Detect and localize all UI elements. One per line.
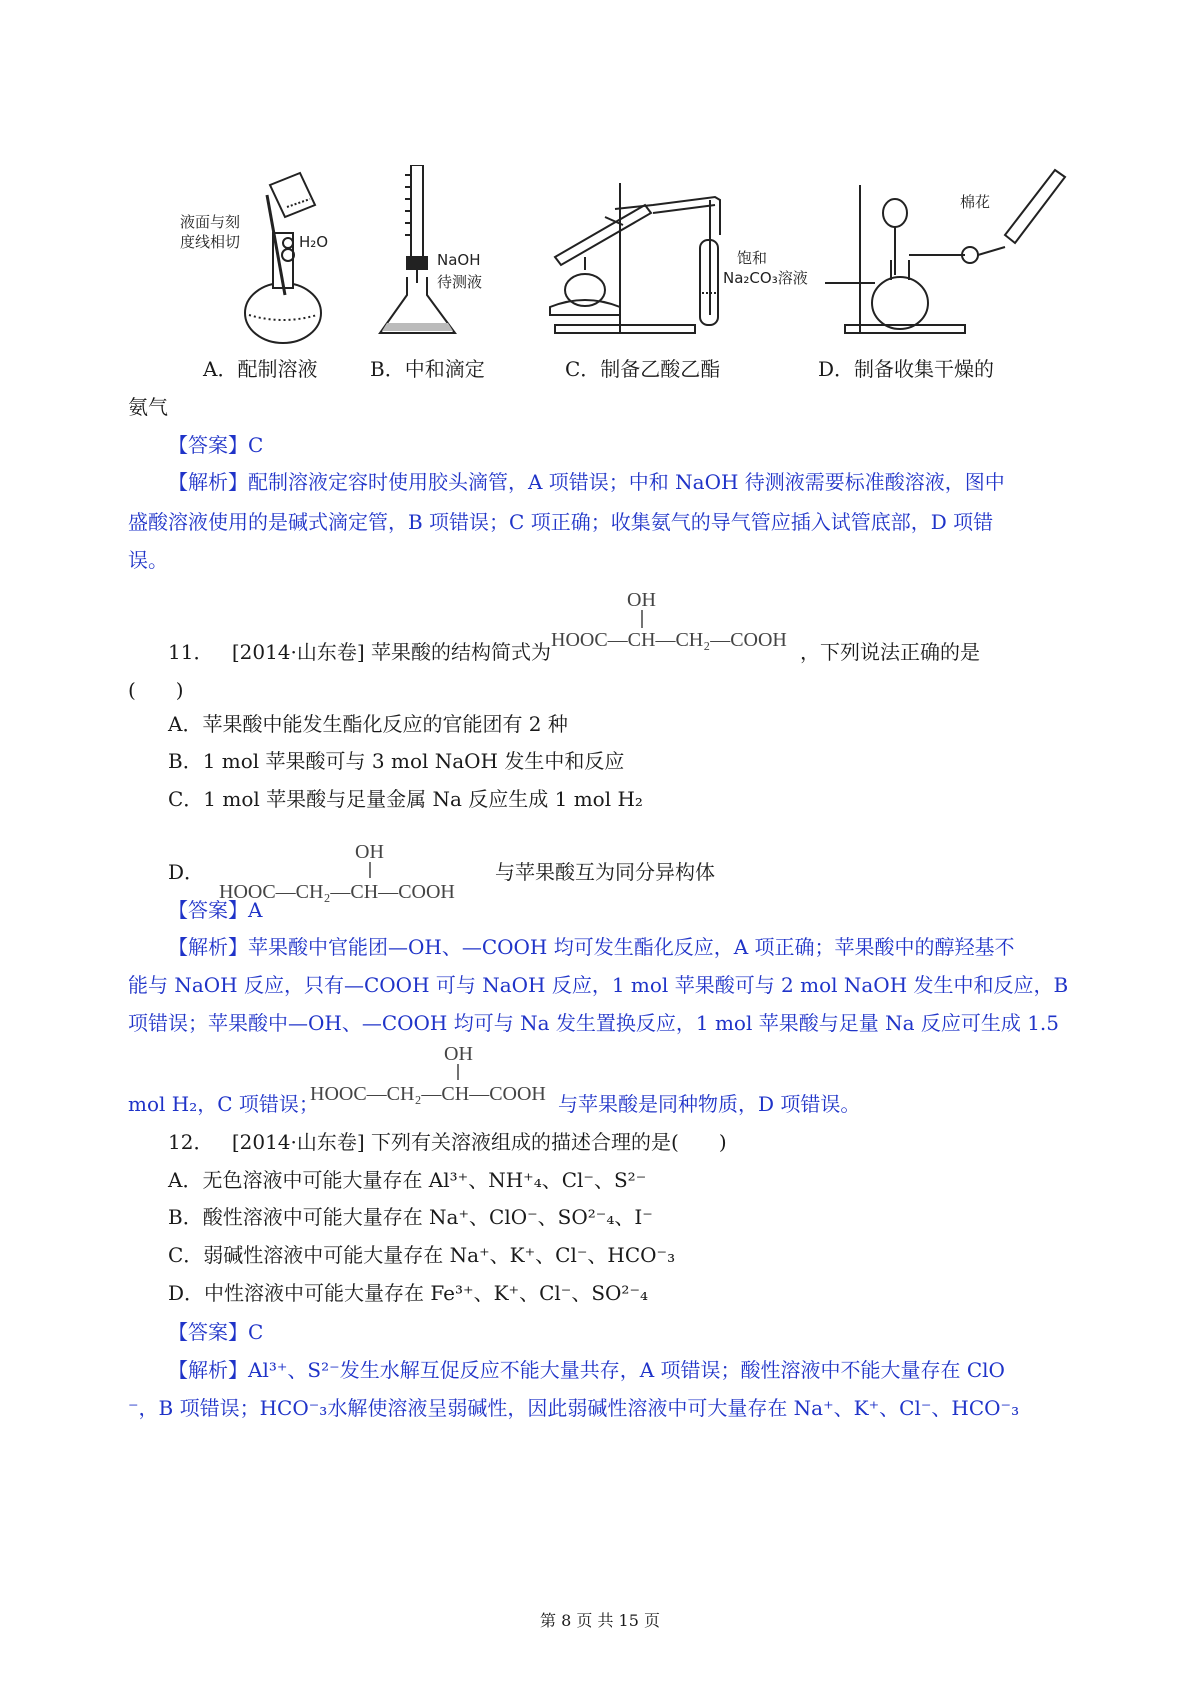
q11-paren: ( ) <box>128 678 184 702</box>
q11-option-a: A．苹果酸中能发生酯化反应的官能团有 2 种 <box>168 712 568 736</box>
q11-option-d-label: D． <box>168 860 205 884</box>
q10-analysis-line-1 <box>168 468 1005 496</box>
q11-d-structure-chain: HOOC—CH₂—CH—COOH <box>219 881 455 903</box>
q11-analysis-structure <box>306 1040 562 1110</box>
q11-analysis-line-1 <box>168 933 1015 961</box>
q11-option-c: C．1 mol 苹果酸与足量金属 Na 反应生成 1 mol H₂ <box>168 787 643 811</box>
q11-analysis-line-3: 项错误；苹果酸中—OH、—COOH 均可与 Na 发生置换反应，1 mol 苹果酸与足量 Na 反应可生成 1.5 <box>128 1011 1060 1035</box>
q11-analysis-line-4-post: 与苹果酸是同种物质，D 项错误。 <box>558 1092 861 1116</box>
q10-analysis-line-3: 误。 <box>128 548 168 572</box>
q11-answer-value: A <box>248 898 263 922</box>
figure-b-label-1: NaOH <box>437 251 481 269</box>
figure-b-label-2: 待测液 <box>437 273 483 291</box>
page-footer: 第 8 页 共 15 页 <box>540 1611 660 1630</box>
q12-answer <box>168 1318 263 1346</box>
q11-structure-chain: HOOC—CH—CH₂—COOH <box>551 629 787 651</box>
figure-d-label: 棉花 <box>960 193 991 211</box>
q12-option-d: D．中性溶液中可能大量存在 Fe³⁺、K⁺、Cl⁻、SO²⁻₄ <box>168 1281 649 1305</box>
q11-source: [2014·山东卷] <box>231 640 365 664</box>
caption-d: D．制备收集干燥的 <box>818 357 995 381</box>
q11-answer-tag: 【答案】 <box>168 898 248 922</box>
q11-d-structure-oh: OH <box>355 841 384 863</box>
q10-answer <box>168 431 263 459</box>
q11-stem-pre: 苹果酸的结构简式为 <box>371 640 552 664</box>
q12-number: 12． <box>168 1130 214 1154</box>
caption-d-continued: 氨气 <box>128 395 168 419</box>
q11-analysis-text-1: 苹果酸中官能团—OH、—COOH 均可发生酯化反应，A 项正确；苹果酸中的醇羟基不 <box>248 935 1015 959</box>
figure-c-label-1: 饱和 <box>737 249 768 267</box>
q12-analysis-line-2: ⁻，B 项错误；HCO⁻₃水解使溶液呈弱碱性，因此弱碱性溶液中可大量存在 Na⁺、K⁺、Cl⁻、HCO⁻₃ <box>128 1396 1020 1420</box>
caption-a: A．配制溶液 <box>203 357 318 381</box>
q12-stem-text: 下列有关溶液组成的描述合理的是( ) <box>371 1130 727 1154</box>
figure-c-label-2: Na₂CO₃溶液 <box>723 269 808 287</box>
q10-analysis-line-2: 盛酸溶液使用的是碱式滴定管，B 项错误；C 项正确；收集氨气的导气管应插入试管底部，D 项错 <box>128 510 994 534</box>
q12-source: [2014·山东卷] <box>231 1130 365 1154</box>
figure-a-label-2: 度线相切 <box>180 233 241 251</box>
q11-analysis-tag: 【解析】 <box>168 935 248 959</box>
caption-b: B．中和滴定 <box>370 357 485 381</box>
q11-structure-oh: OH <box>627 589 656 611</box>
q11-option-b: B．1 mol 苹果酸可与 3 mol NaOH 发生中和反应 <box>168 749 625 773</box>
q10-analysis-tag: 【解析】 <box>168 470 248 494</box>
q11-malic-acid-structure <box>547 588 807 660</box>
q12-option-b: B．酸性溶液中可能大量存在 Na⁺、ClO⁻、SO²⁻₄、I⁻ <box>168 1205 653 1229</box>
q11-analysis-structure-chain: HOOC—CH₂—CH—COOH <box>310 1083 546 1105</box>
q11-stem <box>168 638 551 666</box>
q11-analysis-line-2: 能与 NaOH 反应，只有—COOH 可与 NaOH 反应，1 mol 苹果酸可与 2 mol NaOH 发生中和反应，B <box>128 973 1069 997</box>
q11-analysis-line-4-pre: mol H₂，C 项错误； <box>128 1092 319 1116</box>
figure-a-reagent: H₂O <box>299 233 329 251</box>
figure-d-ammonia-setup <box>825 170 1065 333</box>
figure-b-titration <box>380 165 455 333</box>
q12-analysis-line-1 <box>168 1356 1005 1384</box>
q12-option-c: C．弱碱性溶液中可能大量存在 Na⁺、K⁺、Cl⁻、HCO⁻₃ <box>168 1243 676 1267</box>
figure-c-ester-setup <box>550 183 720 333</box>
q12-answer-value: C <box>248 1320 264 1344</box>
apparatus-figures <box>175 165 1135 365</box>
q12-stem <box>168 1128 727 1156</box>
q10-answer-value: C <box>248 433 264 457</box>
q12-analysis-text-1: Al³⁺、S²⁻发生水解互促反应不能大量共存，A 项错误；酸性溶液中不能大量存在 ClO <box>248 1358 1005 1382</box>
figure-a-label-1: 液面与刻 <box>180 213 241 231</box>
q10-analysis-text-1: 配制溶液定容时使用胶头滴管，A 项错误；中和 NaOH 待测液需要标准酸溶液，图中 <box>248 470 1005 494</box>
q12-analysis-tag: 【解析】 <box>168 1358 248 1382</box>
q12-option-a: A．无色溶液中可能大量存在 Al³⁺、NH⁺₄、Cl⁻、S²⁻ <box>168 1168 647 1192</box>
q10-answer-tag: 【答案】 <box>168 433 248 457</box>
q11-answer <box>168 896 262 924</box>
q12-answer-tag: 【答案】 <box>168 1320 248 1344</box>
q11-number: 11． <box>168 640 214 664</box>
caption-c: C．制备乙酸乙酯 <box>565 357 721 381</box>
figure-a-volumetric-flask <box>245 173 321 343</box>
q11-analysis-structure-oh: OH <box>444 1043 473 1065</box>
q11-stem-post: ，下列说法正确的是 <box>800 640 980 664</box>
q11-option-d-text: 与苹果酸互为同分异构体 <box>495 860 715 884</box>
